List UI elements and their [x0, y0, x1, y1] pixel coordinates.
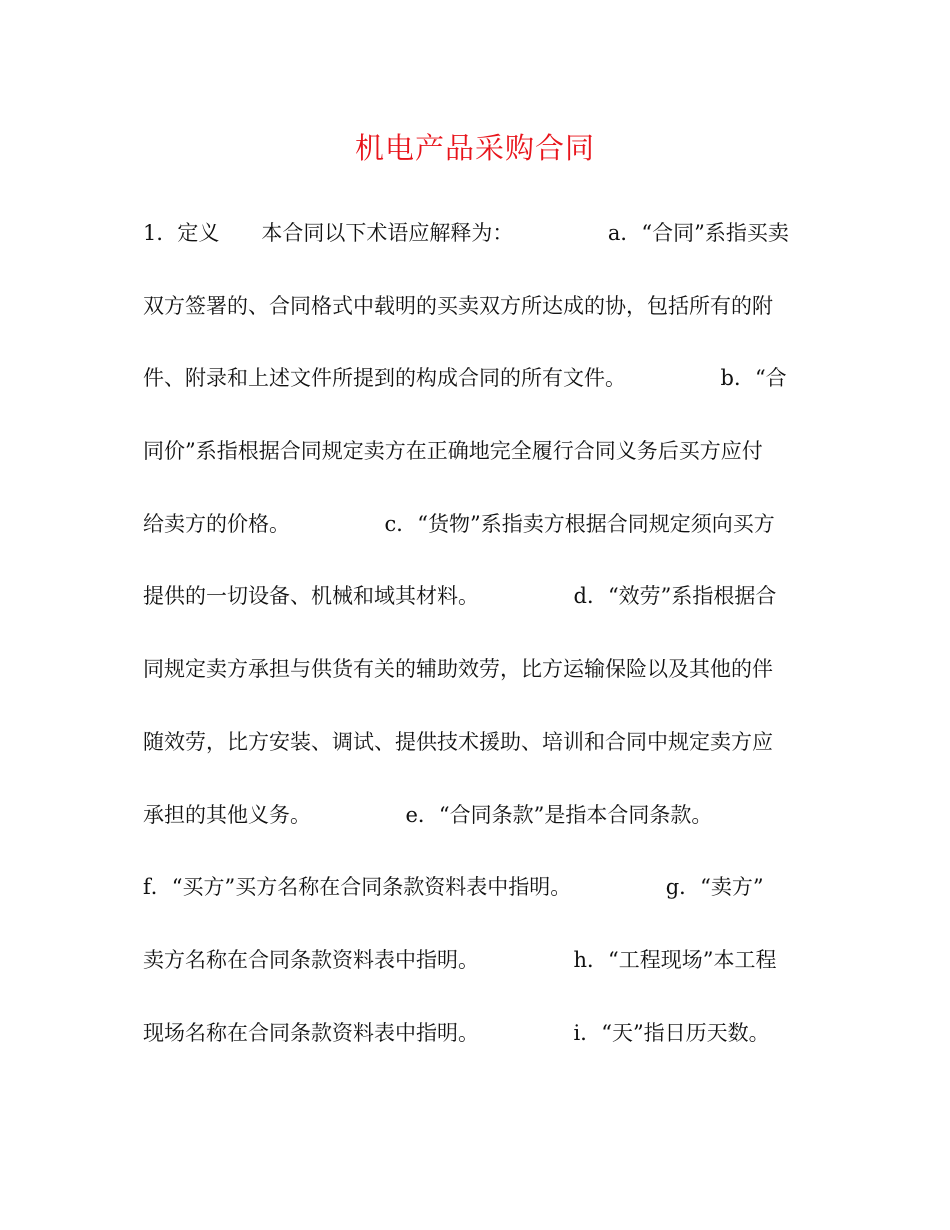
body-line: 提供的一切设备、机械和域其材料。 d．“效劳”系指根据合	[143, 584, 777, 609]
body-line: 双方签署的、合同格式中载明的买卖双方所达成的协，包括所有的附	[143, 293, 773, 318]
body-line: 现场名称在合同条款资料表中指明。 i．“天”指日历天数。	[143, 1020, 770, 1045]
body-line: 给卖方的价格。 c．“货物”系指卖方根据合同规定须向买方	[143, 511, 775, 536]
body-line: 同规定卖方承担与供货有关的辅助效劳，比方运输保险以及其他的伴	[143, 657, 773, 682]
body-line: 承担的其他义务。 e．“合同条款”是指本合同条款。	[143, 802, 713, 827]
body-line: 卖方名称在合同条款资料表中指明。 h．“工程现场”本工程	[143, 947, 777, 972]
body-line: 随效劳，比方安装、调试、提供技术援助、培训和合同中规定卖方应	[143, 729, 773, 754]
body-line: 件、附录和上述文件所提到的构成合同的所有文件。 b．“合	[143, 366, 787, 391]
body-line: f．“买方”买方名称在合同条款资料表中指明。 g．“卖方”	[143, 875, 764, 900]
body-line: 1．定义 本合同以下术语应解释为： a．“合同”系指买卖	[143, 221, 789, 245]
body-line: 同价”系指根据合同规定卖方在正确地完全履行合同义务后买方应付	[143, 439, 763, 464]
document-title: 机电产品采购合同	[354, 131, 595, 165]
document-body	[143, 210, 803, 1082]
